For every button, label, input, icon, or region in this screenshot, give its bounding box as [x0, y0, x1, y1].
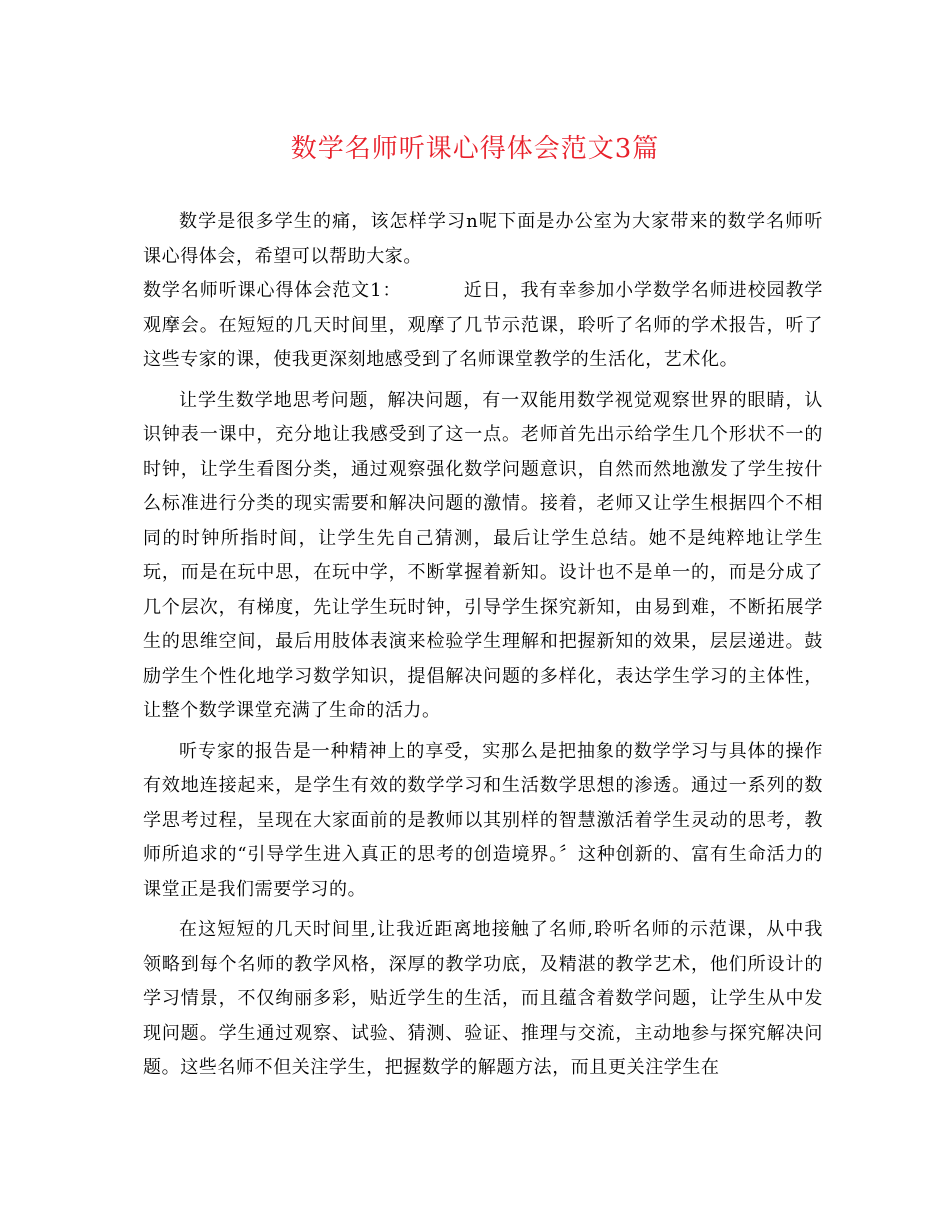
body-paragraph-3: 在这短短的几天时间里,让我近距离地接触了名师,聆听名师的示范课，从中我领略到每个名师的教学风格，深厚的教学功底，及精湛的教学艺术，他们所设计的学习情景，不仅绚丽多彩，贴近学生的生活，而且蕴含着数学问题，让学生从中发现问题。学生通过观察、试验、猜测、验证、推理与交流，主动地参与探究解决问题。这些名师不但关注学生，把握数学的解题方法，而且更关注学生在: [143, 919, 823, 1078]
section-label: 数学名师听课心得体会范文1：: [143, 280, 402, 301]
document-body: [143, 205, 823, 1086]
intro-paragraph: 数学是很多学生的痛，该怎样学习n呢下面是办公室为大家带来的数学名师听课心得体会，希望可以帮助大家。: [143, 211, 823, 267]
section-1-paragraph: [143, 274, 823, 378]
section-first-text: 近日，我有幸参加小学数学名师进校园教学观摩会。在短短的几天时间里，观摩了几节示范课，聆听了名师的学术报告，听了这些专家的课，使我更深刻地感受到了名师课堂教学的生活化，艺术化。: [143, 280, 823, 370]
document-title: 数学名师听课心得体会范文3篇: [290, 134, 660, 164]
body-paragraph-2: 听专家的报告是一种精神上的享受，实那么是把抽象的数学学习与具体的操作有效地连接起来，是学生有效的数学学习和生活数学思想的渗透。通过一系列的数学思考过程，呈现在大家面前的是教师以其别样的智慧激活着学生灵动的思考，教师所追求的“引导学生进入真正的思考的创造境界。〞这种创新的、富有生命活力的课堂正是我们需要学习的。: [143, 740, 823, 900]
body-paragraph-1: 让学生数学地思考问题，解决问题，有一双能用数学视觉观察世界的眼睛，认识钟表一课中，充分地让我感受到了这一点。老师首先出示给学生几个形状不一的时钟，让学生看图分类，通过观察强化数学问题意识，自然而然地激发了学生按什么标准进行分类的现实需要和解决问题的激情。接着，老师又让学生根据四个不相同的时钟所指时间，让学生先自己猜测，最后让学生总结。她不是纯粹地让学生玩，而是在玩中思，在玩中学，不断掌握着新知。设计也不是单一的，而是分成了几个层次，有梯度，先让学生玩时钟，引导学生探究新知，由易到难，不断拓展学生的思维空间，最后用肢体表演来检验学生理解和把握新知的效果，层层递进。鼓励学生个性化地学习数学知识，提倡解决问题的多样化，表达学生学习的主体性，让整个数学课堂充满了生命的活力。: [143, 389, 823, 721]
